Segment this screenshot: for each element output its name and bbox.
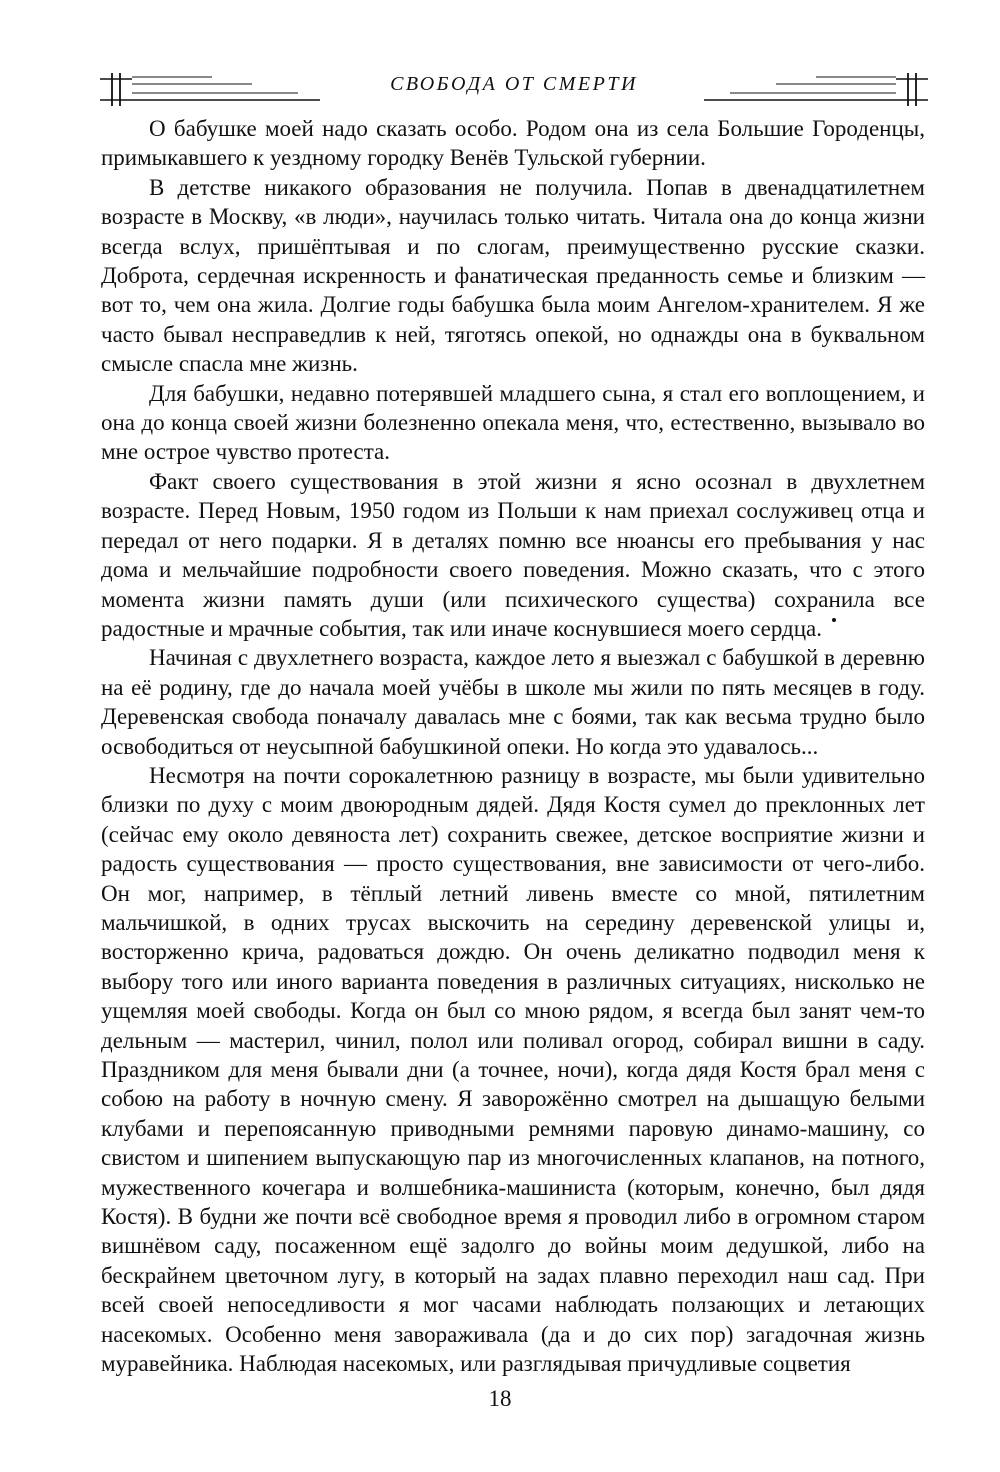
page-number: 18 <box>488 1386 512 1411</box>
paragraph-2: В детстве никакого образования не получила. Попав в двенадцатилетнем возрасте в Москву, «в люди», научилась только читать. Читала она до конца жизни всегда вслух, пришёптывая и по слогам, преимущественно русские сказки. Доброта, сердечная искренность и фанатическая преданность семье и близким — вот то, чем она жила. Долгие годы бабушка была моим Ангелом-хранителем. Я же часто бывал несправедлив к ней, тяготясь опекой, но однажды она в буквальном смысле спасла мне жизнь. <box>101 174 925 377</box>
paragraph-5: Начиная с двухлетнего возраста, каждое лето я выезжал с бабушкой в деревню на её родину, где до начала моей учёбы в школе мы жили по пять месяцев в году. Деревенская свобода поначалу давалась мне с боями, так как весьма трудно было освободиться от неусыпной бабушкиной опеки. Но когда это удавалось... <box>101 645 925 759</box>
running-header <box>100 62 928 110</box>
stray-dot-mark <box>832 618 836 622</box>
running-title: СВОБОДА ОТ СМЕРТИ <box>390 73 638 95</box>
paragraph-4: Факт своего существования в этой жизни я ясно осознал в двухлетнем возрасте. Перед Новым, 1950 годом из Польши к нам приехал сослуживец отца и передал от него подарки. Я в деталях помню все нюансы его пребывания у нас дома и мельчайшие подробности своего поведения. Можно сказать, что с этого момента жизни память души (или психического существа) сохранила все радостные и мрачные события, так или иначе коснувшиеся моего сердца. <box>101 468 925 641</box>
paragraph-3: Для бабушки, недавно потерявшей младшего сына, я стал его воплощением, и она до конца своей жизни болезненно опекала меня, что, естественно, вызывало во мне острое чувство протеста. <box>101 380 925 465</box>
body-text <box>101 114 925 1378</box>
paragraph-1: О бабушке моей надо сказать особо. Родом она из села Большие Городенцы, примыкавшего к уездному городку Венёв Тульской губернии. <box>101 116 925 171</box>
paragraph-6: Несмотря на почти сорокалетнюю разницу в возрасте, мы были удивительно близки по духу с моим двоюродным дядей. Дядя Костя сумел до преклонных лет (сейчас ему около девяноста лет) сохранить свежее, детское восприятие жизни и радость существования — просто существования, вне зависимости от чего-либо. Он мог, например, в тёплый летний ливень вместе со мной, пятилетним мальчишкой, в одних трусах выскочить на середину деревенской улицы и, восторженно крича, радоваться дождю. Он очень деликатно подводил меня к выбору того или иного варианта поведения в различных ситуациях, нисколько не ущемляя моей свободы. Когда он был со мною рядом, я всегда был занят чем-то дельным — мастерил, чинил, полол или поливал огород, собирал вишни в саду. Праздником для меня бывали дни (а точнее, ночи), когда дядя Костя брал меня с собою на работу в ночную смену. Я заворожённо смотрел на дышащую белыми клубами и перепоясанную приводными ремнями паровую динамо-машину, со свистом и шипением выпускающую пар из многочисленных клапанов, на потного, мужественного кочегара и волшебника-машиниста (которым, конечно, был дядя Костя). В будни же почти всё свободное время я проводил либо в огромном старом вишнёвом саду, посаженном ещё задолго до войны моим дедушкой, либо на бескрайнем цветочном лугу, в который на задах плавно переходил наш сад. При всей своей непоседливости я мог часами наблюдать ползающих и летающих насекомых. Особенно меня завораживала (да и до сих пор) загадочная жизнь муравейника. Наблюдая насекомых, или разглядывая причудливые соцветия <box>101 762 925 1377</box>
